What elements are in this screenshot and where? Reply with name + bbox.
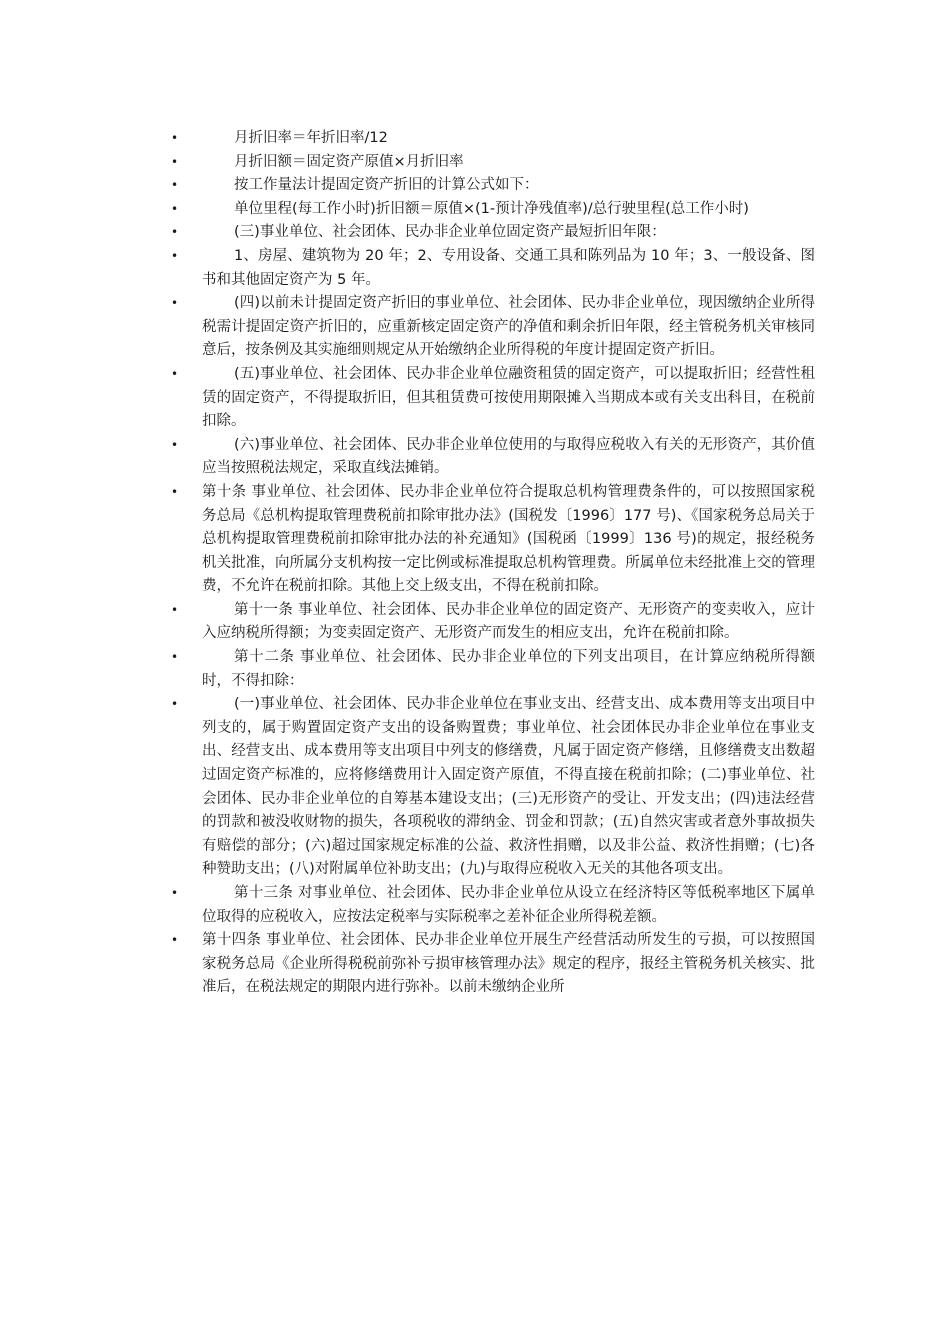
paragraph-text: 第十三条 对事业单位、社会团体、民办非企业单位从设立在经济特区等低税率地区下属单位取得的应税收入，应按法定税率与实际税率之差补征企业所得税差额。 bbox=[202, 885, 815, 925]
list-item bbox=[165, 434, 815, 481]
paragraph-text: (六)事业单位、社会团体、民办非企业单位使用的与取得应税收入有关的无形资产，其价值应当按照税法规定，采取直线法摊销。 bbox=[202, 436, 815, 477]
list-item bbox=[165, 127, 815, 151]
paragraph-text: 月折旧额＝固定资产原值×月折旧率 bbox=[234, 153, 464, 170]
paragraph-text: 1、房屋、建筑物为 20 年；2、专用设备、交通工具和陈列品为 10 年；3、一般设备、图书和其他固定资产为 5 年。 bbox=[202, 247, 815, 288]
paragraph-text: 月折旧率＝年折旧率/12 bbox=[234, 130, 388, 146]
list-item bbox=[165, 646, 815, 693]
bullet-icon: • bbox=[171, 602, 179, 617]
list-item bbox=[165, 693, 815, 882]
paragraph-text: (一)事业单位、社会团体、民办非企业单位在事业支出、经营支出、成本费用等支出项目中列支的，属于购置固定资产支出的设备购置费；事业单位、社会团体民办非企业单位在事业支出、经营支出、成本费用等支出项目中列支的修缮费，凡属于固定资产修缮，且修缮费支出数超过固定资产标准的，应将修缮费用计入固定资产原值，不得直接在税前扣除；(二)事业单位、社会团体、民办非企业单位的自筹基本建设支出；(三)无形资产的受让、开发支出；(四)违法经营的罚款和被没收财物的损失，各项税收的滞纳金、罚金和罚款；(五)自然灾害或者意外事故损失有赔偿的部分；(六)超过国家规定标准的公益、救济性捐赠，以及非公益、救济性捐赠；(七)各种赞助支出；(八)对附属单位补助支出；(九)与取得应税收入无关的其他各项支出。 bbox=[202, 696, 815, 878]
bullet-icon: • bbox=[171, 131, 179, 145]
bullet-icon: • bbox=[171, 437, 179, 452]
bullet-icon: • bbox=[171, 886, 179, 900]
bullet-icon: • bbox=[171, 225, 179, 240]
paragraph-text: 单位里程(每工作小时)折旧额＝原值×(1-预计净残值率)/总行驶里程(总工作小时) bbox=[234, 200, 749, 217]
bullet-icon: • bbox=[171, 248, 179, 263]
bullet-icon: • bbox=[171, 366, 179, 381]
paragraph-text: (四)以前未计提固定资产折旧的事业单位、社会团体、民办非企业单位，现因缴纳企业所得税需计提固定资产折旧的，应重新核定固定资产的净值和剩余折旧年限，经主管税务机关审核同意后，按条例及其实施细则规定从开始缴纳企业所得税的年度计提固定资产折旧。 bbox=[202, 295, 815, 359]
bullet-icon: • bbox=[171, 933, 179, 948]
list-item bbox=[165, 174, 815, 198]
bullet-icon: • bbox=[171, 484, 179, 499]
list-item bbox=[165, 292, 815, 363]
bullet-icon: • bbox=[171, 178, 179, 193]
list-item bbox=[165, 363, 815, 434]
list-item bbox=[165, 198, 815, 222]
list-item bbox=[165, 151, 815, 175]
paragraph-text: 第十四条 事业单位、社会团体、民办非企业单位开展生产经营活动所发生的亏损，可以按照国家税务总局《企业所得税税前弥补亏损审核管理办法》规定的程序，报经主管税务机关核实、批准后，在税法规定的期限内进行弥补。以前未缴纳企业所 bbox=[202, 932, 815, 996]
list-item bbox=[165, 882, 815, 929]
list-item bbox=[165, 481, 815, 599]
list-item bbox=[165, 221, 815, 245]
paragraph-text: 第十一条 事业单位、社会团体、民办非企业单位的固定资产、无形资产的变卖收入，应计入应纳税所得额；为变卖固定资产、无形资产而发生的相应支出，允许在税前扣除。 bbox=[202, 601, 815, 642]
paragraph-text: (五)事业单位、社会团体、民办非企业单位融资租赁的固定资产，可以提取折旧；经营性租赁的固定资产，不得提取折旧，但其租赁费可按使用期限摊入当期成本或有关支出科目，在税前扣除。 bbox=[202, 365, 815, 430]
paragraph-list bbox=[165, 127, 815, 1000]
list-item bbox=[165, 599, 815, 646]
bullet-icon: • bbox=[171, 154, 179, 169]
bullet-icon: • bbox=[171, 697, 179, 712]
paragraph-text: 按工作量法计提固定资产折旧的计算公式如下： bbox=[234, 177, 539, 194]
bullet-icon: • bbox=[171, 296, 179, 311]
list-item bbox=[165, 245, 815, 292]
bullet-icon: • bbox=[171, 650, 179, 665]
paragraph-text: 第十条 事业单位、社会团体、民办非企业单位符合提取总机构管理费条件的，可以按照国家税务总局《总机构提取管理费税前扣除审批办法》(国税发〔1996〕177 号)、《国家税务总局关于总机构提取管理费税前扣除审批办法的补充通知》(国税函〔1999〕136 号)的规定，报经税务机关批准，向所属分支机构按一定比例或标准提取总机构管理费。所属单位未经批准上交的管理费，不允许在税前扣除。其他上交上级支出，不得在税前扣除。 bbox=[202, 483, 815, 595]
bullet-icon: • bbox=[171, 201, 179, 216]
paragraph-text: (三)事业单位、社会团体、民办非企业单位固定资产最短折旧年限： bbox=[234, 224, 666, 241]
list-item bbox=[165, 929, 815, 1000]
paragraph-text: 第十二条 事业单位、社会团体、民办非企业单位的下列支出项目，在计算应纳税所得额时，不得扣除： bbox=[202, 649, 815, 689]
